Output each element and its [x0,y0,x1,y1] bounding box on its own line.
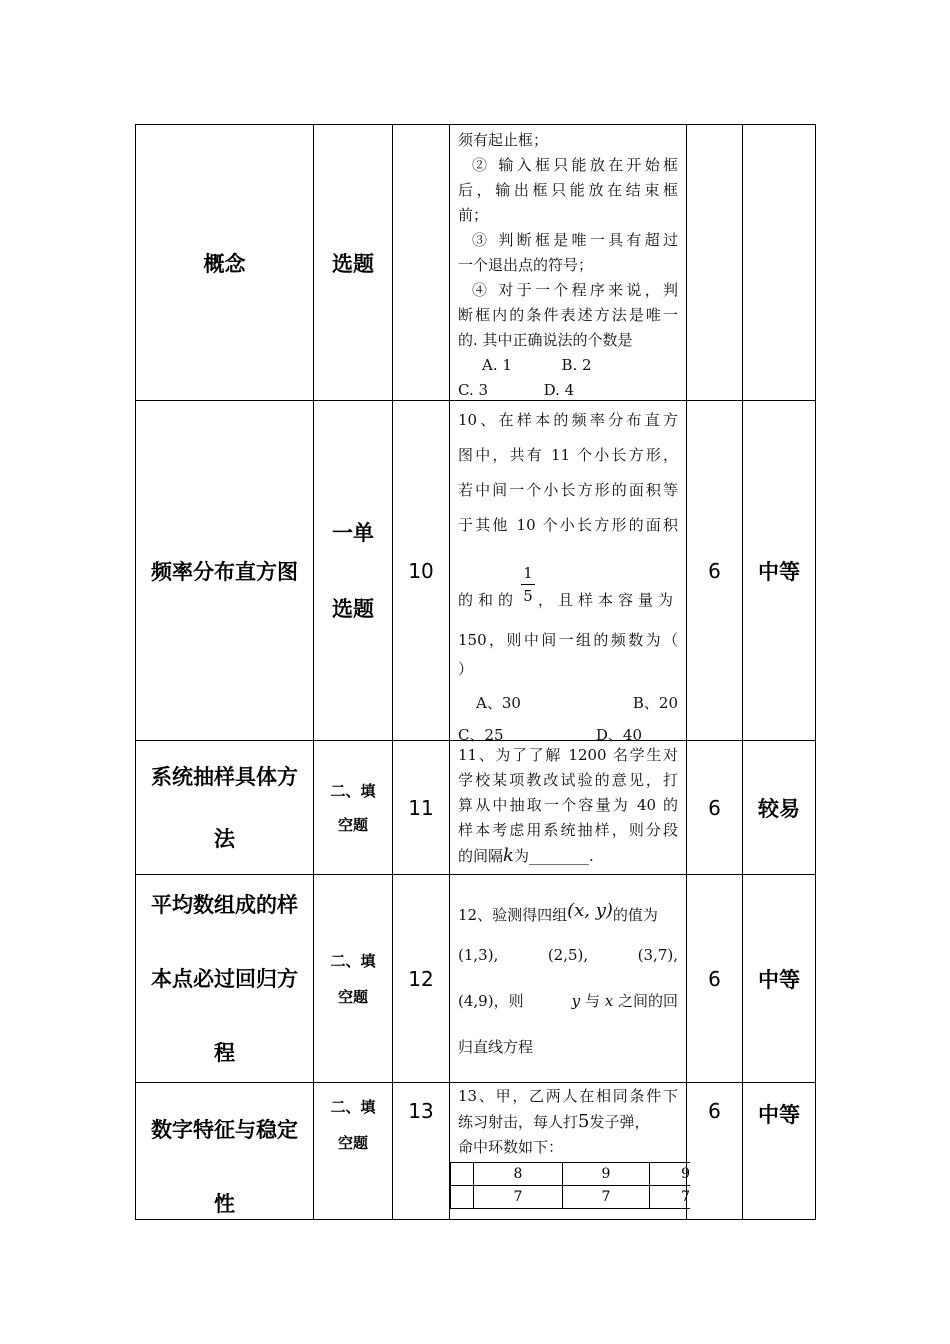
question-line: 前； [458,206,489,224]
difficulty-value: 中等 [758,1103,800,1127]
point: (4,9) [458,992,494,1010]
question-line: 150，则中间一组的频数为（ [458,631,678,649]
table-cell: 9 [650,1163,691,1186]
table-cell: 7 [474,1186,563,1209]
score-cell [687,401,742,740]
option-b: B. 2 [561,356,592,374]
question-text-cell [458,1084,678,1160]
option-d: D、40 [595,726,642,744]
text-fragment: ，且样本容量为 [537,591,678,609]
text-fragment: 之间的回 [617,992,678,1010]
score-value: 6 [708,795,721,820]
question-line: 须有起止框； [458,131,549,149]
score-value: 6 [708,966,721,991]
question-number-cell [393,875,449,1082]
fraction [521,562,535,607]
score-cell [687,875,742,1082]
question-line: 的. 其中正确说法的个数是 [458,331,633,349]
text-fragment: 发子弹， [589,1113,650,1131]
difficulty-cell [743,875,815,1082]
question-text-cell [458,743,678,869]
question-line: 于其他 10 个小长方形的面积 [458,516,678,534]
topic-text: 法 [214,826,235,851]
question-type-cell [314,401,392,740]
question-line: 13、甲，乙两人在相同条件下 [458,1087,678,1105]
question-type-cell [314,741,392,874]
text-fragment: 的和的 [458,591,519,609]
variable-x: x [604,992,614,1010]
question-line [458,543,678,615]
question-line: 学校某项教改试验的意见，打 [458,771,678,789]
table-cell: 7 [650,1186,691,1209]
question-text-cell [458,128,678,403]
question-text-cell [458,403,678,749]
shooting-scores-table [450,1162,690,1209]
question-type-text: 二、填 [330,1098,376,1116]
question-line: ） [458,660,474,678]
option-c: C、25 [458,726,504,744]
text-fragment: 为________. [513,847,594,865]
question-line: 命中环数如下： [458,1138,564,1156]
difficulty-value: 中等 [758,967,800,992]
text-fragment: 的值为 [612,906,658,924]
topic-text: 频率分布直方图 [151,559,298,584]
question-number: 13 [408,1099,434,1123]
text-fragment: 的间隔 [458,847,504,865]
question-line [458,933,678,977]
question-number-cell [393,1083,449,1219]
difficulty-cell [743,401,815,740]
number-five: 5 [578,1111,590,1132]
variable-y: y [571,992,581,1010]
topic-cell [136,875,313,1082]
question-number: 12 [408,966,434,991]
separator: , [673,946,678,964]
separator: , [493,946,499,964]
question-type-text: 二、填 [330,781,376,800]
point: (2,5) [547,946,584,964]
question-type-text: 二、填 [330,951,376,970]
question-type-text: 一单 [332,520,374,545]
question-line [458,977,678,1025]
question-number-cell [393,401,449,740]
options-line [458,353,678,378]
question-type-text: 选题 [332,251,374,276]
option-a: A. 1 [482,356,512,374]
column-divider [449,124,450,1220]
question-line: 断框内的条件表述方法是唯一 [458,306,678,324]
difficulty-value: 较易 [758,796,800,821]
question-line: 一个退出点的符号； [458,256,594,274]
point: (3,7) [637,946,674,964]
question-number: 10 [408,558,434,583]
question-line: 若中间一个小长方形的面积等 [458,481,678,499]
score-value: 6 [708,558,721,583]
question-line: 后，输出框只能放在结束框 [458,181,678,199]
question-line [458,893,678,933]
options-line [458,680,678,721]
question-line: 11、为了了解 1200 名学生对 [458,746,678,764]
difficulty-cell [743,1083,815,1219]
pair-xy: (x, y) [567,900,613,921]
question-type-text: 选题 [332,596,374,621]
question-line: 算从中抽取一个容量为 40 的 [458,796,678,814]
option-a: A、30 [476,694,521,712]
score-cell [687,741,742,874]
question-line [458,1109,678,1135]
text-fragment: 12、验测得四组 [458,906,568,924]
topic-cell [136,401,313,740]
topic-text: 数字特征与稳定 [151,1118,298,1142]
table-cell: 7 [563,1186,650,1209]
question-type-cell [314,1083,392,1219]
option-d: D. 4 [543,381,575,399]
topic-text: 概念 [203,251,246,276]
question-type-text: 空题 [337,1134,368,1152]
question-line: ③ 判断框是唯一具有超过 [472,231,678,249]
question-type-text: 空题 [337,815,368,834]
question-line: ② 输入框只能放在开始框 [472,156,678,174]
option-c: C. 3 [458,381,489,399]
topic-cell [136,741,313,874]
fraction-numerator: 1 [523,564,533,582]
question-line [458,843,678,869]
topic-cell [136,1083,313,1219]
question-line: ④ 对于一个程序来说，判 [472,281,678,299]
question-text-cell [458,893,678,1069]
question-number: 11 [408,795,434,820]
option-b: B、20 [632,694,678,712]
table-row [451,1163,691,1186]
point: (1,3) [458,946,494,964]
question-line: 图中，共有 11 个小长方形， [458,446,678,464]
table-cell: 9 [563,1163,650,1186]
options-line [458,378,678,403]
topic-text: 平均数组成的样 [151,892,298,917]
variable-k: k [503,845,514,866]
fraction-denominator: 5 [523,587,533,605]
question-type-text: 空题 [337,987,368,1006]
topic-text: 程 [214,1040,235,1065]
separator: , [583,946,589,964]
topic-text: 性 [214,1192,235,1216]
text-fragment: 与 [584,992,600,1010]
text-fragment: ，则 [493,992,524,1010]
score-value: 6 [708,1099,721,1123]
text-fragment: 练习射击，每人打 [458,1113,579,1131]
difficulty-cell [743,741,815,874]
topic-cell [136,125,313,400]
question-number-cell [393,741,449,874]
topic-text: 系统抽样具体方 [151,764,298,789]
question-line: 归直线方程 [458,1038,534,1056]
question-type-cell [314,875,392,1082]
topic-text: 本点必过回归方 [151,966,298,991]
difficulty-value: 中等 [758,559,800,584]
question-line: 样本考虑用系统抽样，则分段 [458,821,678,839]
table-row [451,1186,691,1209]
table-cell [451,1186,474,1209]
question-line: 10、在样本的频率分布直方 [458,411,678,429]
table-cell: 8 [474,1163,563,1186]
question-type-cell [314,125,392,400]
score-cell [687,1083,742,1219]
table-cell [451,1163,474,1186]
